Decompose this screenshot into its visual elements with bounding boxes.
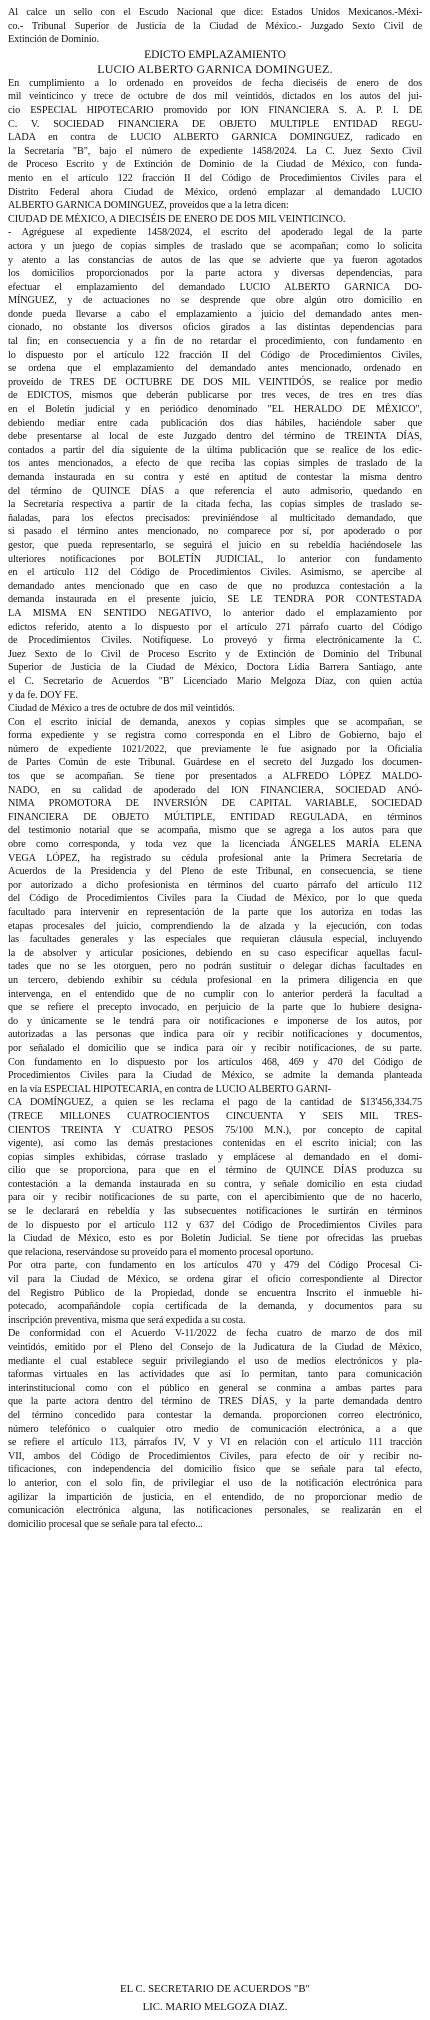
body-line: Juez Sexto de lo Civil de Proceso Escrito y de Extinción de Dominio del Tribunal [8, 648, 422, 660]
body-line: número de expediente 1021/2022, que previamente le fue asignado por la Oficialía [8, 743, 422, 755]
body-line: se le declarará en rebeldía y las subsecuentes notificaciones le surtirán en términos [8, 1206, 422, 1218]
body-line: LA MISMA EN SENTIDO NEGATIVO, lo anterior dado el emplazamiento por [8, 607, 422, 619]
body-line: se ordena que el emplazamiento del demandado antes mencionado, ordenado en [8, 363, 422, 375]
body-line: demanda instaurada en su contra y esté en aptitud de contestar la misma dentro [8, 472, 422, 483]
body-line: intervenga, en el entendido que de no cumplir con lo anterior perderá la facultad a [8, 988, 422, 1000]
body-line: del testimonio notarial que se acompaña, mismo que se agrega a los autos para que [8, 825, 422, 837]
body-line: contestación a la demanda instaurada en su contra, y señale domicilio en esta ciudad [8, 1178, 422, 1190]
body-line: taformas virtuales en las actividades que así lo permitan, tanto para comunicación [8, 1369, 422, 1381]
body-line: en la vía ESPECIAL HIPOTECARIA, en contra de LUCIO ALBERTO GARNI- [8, 1083, 332, 1095]
seal-line: Al calce un sello con el Escudo Nacional que dice: Estados Unidos Mexicanos.-Méxi- [8, 7, 422, 18]
body-line: vigente), así como las demás prestaciones contenidas en el escrito inicial; con las [8, 1138, 422, 1150]
body-line: ñaladas, para los efectos precisados: previniéndose al multicitado demandado, que [8, 512, 422, 524]
body-line: Distrito Federal ahora Ciudad de México, ordenó emplazar al demandado LUCIO [8, 186, 422, 198]
body-line: debe presentarse al local de este Juzgado dentro del término de TREINTA DÍAS, [8, 431, 422, 443]
seal-line: co.- Tribunal Superior de Justicia de la Ciudad de México.- Juzgado Sexto Civil de [8, 20, 422, 32]
body-line: De conformidad con el Acuerdo V-11/2022 de fecha cuatro de marzo de dos mil [8, 1328, 422, 1340]
body-line: y atento a las constancias de autos de las que se advierte que ya fueron agotados [8, 254, 422, 266]
body-line: (TRECE MILLONES CUATROCIENTOS CINCUENTA Y SEIS MIL TRES- [8, 1110, 422, 1122]
body-line: que la parte actora dentro del término de TRES DÍAS, y la parte demandada dentro [8, 1396, 422, 1408]
body-line: gestor, que pueda representarlo, se seguirá el juicio en su rebeldía haciéndosele las [8, 539, 422, 551]
body-line: etapas procesales del juicio, comprendiendo la de alzada y la ejecución, con todas [8, 920, 422, 932]
body-line: Con fundamento en lo dispuesto por los artículos 468, 469 y 470 del Código de [8, 1056, 422, 1068]
body-line: VEGA LÓPEZ, ha registrado su cédula profesional ante la Primera Secretaría de [8, 852, 422, 864]
body-line: facultado para intervenir en representación de la parte que los autoriza en todas las [8, 907, 422, 918]
body-line: por autorizado a dicho profesionista en términos del cuarto párrafo del artículo 112 [8, 879, 422, 891]
body-line: Superior de Justicia de la Ciudad de México, Doctora Lidia Barrera Santiago, ante [8, 662, 422, 674]
body-line: del término concedido para contestar la demanda. proporcionen correo electrónico, [8, 1409, 422, 1421]
body-line: NIMA PROMOTORA DE INVERSIÓN DE CAPITAL VARIABLE, SOCIEDAD [8, 798, 422, 810]
body-line: lo anterior, con el solo fin, de privilegiar el uso de la notificación electrónica para [8, 1477, 422, 1489]
body-line: de EDICTOS, mismos que deberán publicarse por tres veces, de tres en tres días [8, 390, 422, 402]
body-line: Acuerdos de la Presidencia y del Pleno de este Tribunal, en consecuencia, se tiene [8, 866, 422, 878]
edict-content [8, 6, 422, 1531]
body-line: donde pueda llevarse a cabo el emplazamiento a juicio del demandado antes men- [8, 308, 422, 320]
body-line: edictos referido, atento a lo dispuesto por el artículo 271 párrafo cuarto del Código [8, 621, 422, 633]
signature-block [8, 1980, 422, 2016]
body-line: vil para la Ciudad de México, se ordena girar el oficio correspondiente al Director [8, 1274, 422, 1286]
body-line: debiendo mediar entre cada publicación dos días hábiles, haciéndole saber que [8, 417, 422, 429]
body-line: demandado antes mencionado que en caso de que no produzca contestación a la [8, 580, 422, 592]
body-line: CA DOMÍNGUEZ, a quien se les reclama el pago de la cantidad de $13'456,334.75 [8, 1097, 422, 1109]
body-line: efectuar el emplazamiento del demandado LUCIO ALBERTO GARNICA DO- [8, 281, 422, 293]
body-line: proveído de TRES DE OCTUBRE DE DOS MIL VEINTIDÓS, se realice por medio [8, 376, 422, 388]
body-line: el C. Secretario de Acuerdos "B" Licenciado Mario Melgoza Díaz, con quien actúa [8, 675, 422, 687]
body-line: FINANCIERA DE OBJETO MÚLTIPLE, ENTIDAD REGULADA, en términos [8, 811, 422, 823]
body-line: Procedimientos Civiles para la Ciudad de México, se admite la demanda planteada [8, 1070, 422, 1082]
body-line: contados a partir del día siguiente de la última publicación que se realice de los edic- [8, 444, 422, 456]
body-line: copias simples exhibidas, córrase traslado y emplácese al demandado en el domi- [8, 1151, 422, 1163]
body-line: tos que se acompañan. Se tiene por presentados a ALFREDO LÓPEZ MALDO- [8, 771, 422, 783]
body-line: inscripción preventiva, misma que será expedida a su costa. [8, 1314, 246, 1326]
body-line: mento en el artículo 122 fracción II del Código de Procedimientos Civiles para el [8, 172, 422, 184]
body-line: cionado, no obstante los diversos oficios girados a las distintas dependencias para [8, 322, 422, 334]
seal-note [8, 6, 422, 47]
body-line: obre como corresponda, y toda vez que la licenciada ÁNGELES MARÍA ELENA [8, 839, 422, 851]
body-line: veintidós, emitido por el Pleno del Consejo de la Judicatura de la Ciudad de México, [8, 1342, 422, 1353]
body-line: de Proceso Escrito y de Extinción de Dominio de la Ciudad de México, con funda- [8, 159, 422, 171]
body-line: del Código de Procedimientos Civiles para la Ciudad de México, por lo que queda [8, 893, 422, 905]
body-line: mediante el cual establece seguir privilegiando el uso de medios electrónicos y pla- [8, 1355, 422, 1367]
seal-line: Extinción de Dominio. [8, 34, 99, 46]
body-line: se refiere el artículo 113, párrafos IV, V y VI en relación con el artículo 111 tracción [8, 1437, 422, 1449]
body-line: número telefónico o cualquier otro medio de comunicación electrónica, a a que [8, 1423, 422, 1435]
body-line: la Secretaría respectiva a partir de la citada fecha, las copias simples de traslado se- [8, 499, 422, 511]
edict-body [8, 77, 422, 1532]
body-line: cilio que se proporciona, para que en el término de QUINCE DÍAS produzca su [8, 1165, 422, 1177]
body-line: y da fe. DOY FE. [8, 689, 78, 701]
body-line: interinstitucional como con el público en general se conmina a ambas partes para [8, 1382, 422, 1394]
body-line: agilizar la impartición de justicia, en el entendido, de no proporcionar medio de [8, 1491, 422, 1503]
body-line: que se refiere el precepto invocado, en perjuicio de la parte que lo hubiere designa- [8, 1002, 422, 1014]
body-line: - Agréguese al expediente 1458/2024, el escrito del apoderado legal de la parte [8, 227, 422, 239]
body-line: cio ESPECIAL HIPOTECARIO promovido por ION FINANCIERA S. A. P. I. DE [8, 104, 422, 116]
body-line: actora y un juego de copias simples de traslado que se acompañan; como lo solicita [8, 240, 422, 252]
body-line: de Partes Común de este Tribunal. Guárdese en el secreto del Juzgado los documen- [8, 757, 422, 769]
body-line: en el Boletín judicial y en periódico denominado "EL HERALDO DE MÉXICO", [8, 404, 422, 416]
body-line: comunicación electrónica alguna, las notificaciones personales, se realizarán en el [8, 1505, 422, 1517]
body-line: Por otra parte, con fundamento en los artículos 470 y 479 del Código Procesal Ci- [8, 1260, 422, 1272]
body-line: ulteriores notificaciones por BOLETÍN JUDICIAL, lo anterior con fundamento [8, 553, 422, 565]
body-line: del Registro Público de la Propiedad, donde se encuentra Inscrito el inmueble hi- [8, 1287, 422, 1299]
edict-heading: EDICTO EMPLAZAMIENTO [144, 48, 286, 61]
body-line: si pasado el término antes mencionado, no comparece por sí, por apoderado o por [8, 526, 422, 538]
body-line: C. V. SOCIEDAD FINANCIERA DE OBJETO MULTIPLE ENTIDAD REGU- [8, 118, 422, 130]
body-line: los domicilios proporcionados por la parte actora y diversas dependencias, para [8, 268, 422, 280]
body-line: En cumplimiento a lo ordenado en proveídos de fecha dieciséis de enero de dos [8, 77, 422, 89]
body-line: domicilio procesal que se señale para tal efecto... [8, 1518, 203, 1530]
body-line: tades que no se les otorguen, pero no podrán sustituir o delegar dichas facultades en [8, 961, 422, 973]
body-line: do y únicamente se le tendrá para oír notificaciones e imponerse de los autos, por [8, 1015, 422, 1027]
signature-title: EL C. SECRETARIO DE ACUERDOS "B" [120, 1983, 310, 1995]
body-line: tificaciones, con independencia del domicilio físico que se señale para tal efecto, [8, 1464, 422, 1476]
signature-name: LIC. MARIO MELGOZA DIAZ. [142, 2001, 288, 2013]
body-line: LADA en contra de LUCIO ALBERTO GARNICA DOMINGUEZ, radicado en [8, 132, 422, 144]
spacer [8, 1531, 422, 1980]
body-line: potecado, acompañándole copia certificada de la demanda, y documentos para su [8, 1301, 422, 1313]
body-line: VII, ambos del Código de Procedimientos Civiles, para efecto de oír y recibir no- [8, 1450, 422, 1462]
body-line: lo dispuesto por el artículo 122 fracción II del Código de Procedimientos Civiles, [8, 349, 422, 361]
body-line: que relaciona, reservándose su proveído para el momento procesal oportuno. [8, 1246, 314, 1258]
body-line: un tercero, debiendo exhibir su cédula profesional en la primera diligencia en que [8, 974, 422, 986]
body-line: para oír y recibir notificaciones de su parte, con el apercibimiento que de no hacerlo, [8, 1192, 422, 1204]
body-line: demanda instaurada en el presente juicio, SE LE TENDRA POR CONTESTADA [8, 594, 422, 606]
body-line: CIUDAD DE MÉXICO, A DIECISÉIS DE ENERO DE DOS MIL VEINTICINCO. [8, 213, 346, 225]
body-line: autorizadas a las personas que indica para oír y recibir notificaciones y documentos, [8, 1029, 422, 1041]
defendant-name: LUCIO ALBERTO GARNICA DOMINGUEZ. [97, 61, 333, 76]
body-line: del término de QUINCE DÍAS a que referencia el auto admisorio, quedando en [8, 485, 422, 497]
body-line: NADO, en su calidad de apoderado del ION FINANCIERA, SOCIEDAD ANÓ- [8, 784, 422, 796]
body-line: de Procedimientos Civiles. Notifíquese. Lo proveyó y firma electrónicamente la C. [8, 635, 422, 647]
body-line: de lo dispuesto por el artículo 112 y 637 del Código de Procedimientos Civiles para [8, 1219, 422, 1231]
body-line: las facultades generales y las especiales que requieran cláusula especial, incluyendo [8, 934, 422, 946]
body-line: mil veinticinco y trece de octubre de dos mil veintidós, dictados en los autos del jui- [8, 91, 422, 103]
body-line: forma expediente y se registra como corresponda en el Libro de Gobierno, bajo el [8, 730, 422, 742]
body-line: tal fin; en consecuencia y a fin de no retardar el procedimiento, con fundamento en [8, 336, 422, 348]
body-line: MÍNGUEZ, y de actuaciones no se desprende que obre algún otro domicilio en [8, 295, 422, 307]
body-line: Con el escrito inicial de demanda, anexos y copias simples que se acompañan, se [8, 716, 422, 728]
body-line: Ciudad de México a tres de octubre de dos mil veintidós. [8, 703, 235, 715]
body-line: la de absolver y articular posiciones, debiendo en su caso especificar aquellas facul- [8, 947, 422, 959]
body-line: CIENTOS TREINTA Y CUATRO PESOS 75/100 M.N.), por concepto de capital [8, 1124, 422, 1136]
body-line: ALBERTO GARNICA DOMINGUEZ, proveídos que a la letra dicen: [8, 200, 289, 212]
body-line: la Ciudad de México, esto es por Boletín Judicial. Se tiene por ofrecidas las pruebas [8, 1233, 422, 1245]
body-line: la Secretaría "B", bajo el número de expediente 1458/2024. La C. Juez Sexto Civil [8, 145, 422, 157]
body-line: por señalado el domicilio que se indica para oír y recibir notificaciones, de su parte. [8, 1042, 422, 1054]
body-line: tos antes mencionados, a efecto de que reciba las copias simples de traslado de la [8, 458, 422, 470]
body-line: en el artículo 112 del Código de Procedimientos Civiles. Asimismo, se apercibe al [8, 567, 422, 579]
